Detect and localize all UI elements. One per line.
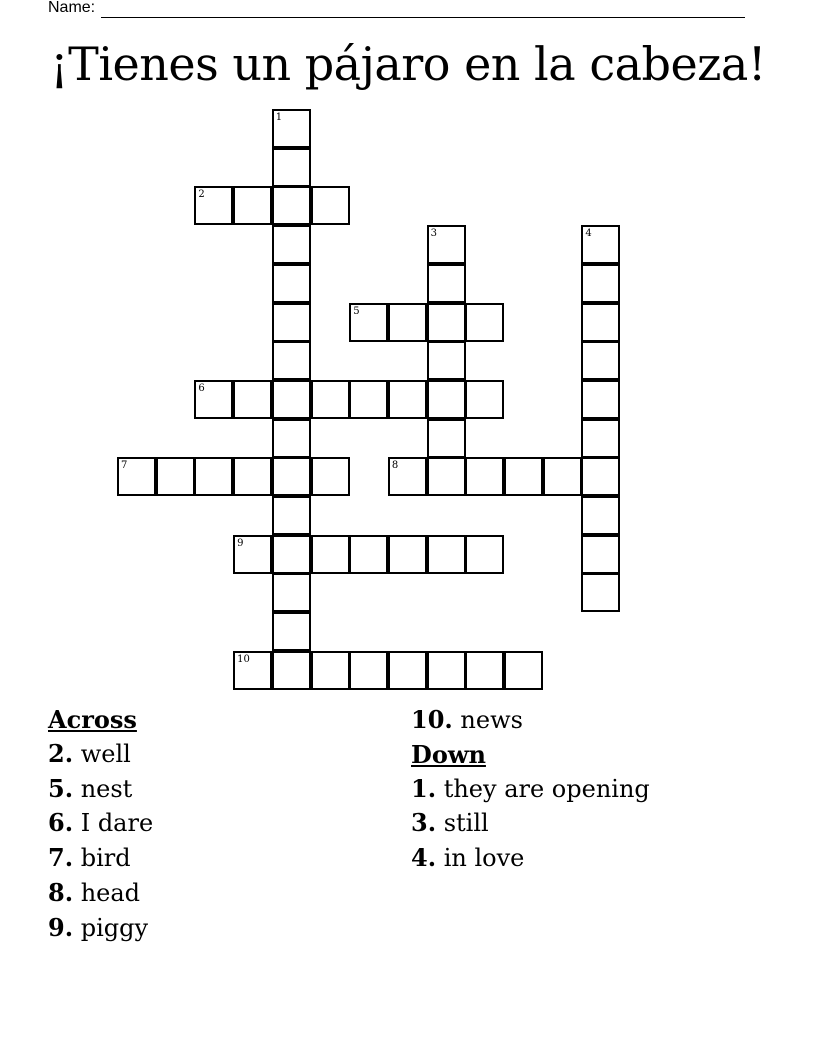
crossword-cell[interactable] xyxy=(272,341,311,380)
crossword-cell[interactable] xyxy=(427,535,466,574)
crossword-cell[interactable] xyxy=(349,535,388,574)
crossword-cell[interactable] xyxy=(581,225,620,264)
crossword-cell[interactable] xyxy=(272,148,311,187)
clue-number-label: 4 xyxy=(585,228,592,240)
clue-number: 4. xyxy=(411,843,437,873)
clue-text: well xyxy=(80,739,131,768)
crossword-cell[interactable] xyxy=(427,419,466,458)
crossword-cell[interactable] xyxy=(427,651,466,690)
crossword-cell[interactable] xyxy=(194,380,233,419)
crossword-cell[interactable] xyxy=(272,225,311,264)
crossword-cell[interactable] xyxy=(427,225,466,264)
crossword-cell[interactable] xyxy=(233,535,272,574)
clue-text: nest xyxy=(80,774,133,803)
clue-across-10 xyxy=(411,703,771,738)
crossword-cell[interactable] xyxy=(581,303,620,342)
crossword-cell[interactable] xyxy=(427,303,466,342)
clue-number-label: 6 xyxy=(198,382,205,394)
crossword-cell[interactable] xyxy=(465,535,504,574)
clue-number-label: 9 xyxy=(237,537,244,549)
crossword-cell[interactable] xyxy=(581,341,620,380)
clue-text: bird xyxy=(80,844,131,873)
crossword-cell[interactable] xyxy=(349,303,388,342)
crossword-cell[interactable] xyxy=(194,457,233,496)
crossword-cell[interactable] xyxy=(272,651,311,690)
clue-across-9 xyxy=(48,911,388,946)
clue-text: head xyxy=(80,878,141,907)
crossword-cell[interactable] xyxy=(504,651,543,690)
crossword-cell[interactable] xyxy=(272,573,311,612)
crossword-cell[interactable] xyxy=(581,573,620,612)
clue-text: news xyxy=(460,706,523,734)
crossword-cell[interactable] xyxy=(581,264,620,303)
crossword-cell[interactable] xyxy=(388,535,427,574)
crossword-cell[interactable] xyxy=(233,457,272,496)
clue-text: still xyxy=(443,809,489,838)
crossword-cell[interactable] xyxy=(272,419,311,458)
crossword-cell[interactable] xyxy=(581,457,620,496)
crossword-cell[interactable] xyxy=(156,457,195,496)
clue-number-label: 5 xyxy=(353,305,360,317)
crossword-cell[interactable] xyxy=(272,303,311,342)
crossword-cell[interactable] xyxy=(272,535,311,574)
crossword-cell[interactable] xyxy=(233,186,272,225)
clues-column-right xyxy=(411,703,771,876)
down-heading: Down xyxy=(411,739,486,769)
name-label: Name: xyxy=(48,0,96,16)
clue-across-7 xyxy=(48,841,388,876)
clue-number-label: 3 xyxy=(430,228,437,240)
crossword-cell[interactable] xyxy=(233,651,272,690)
clue-text: piggy xyxy=(80,913,149,942)
crossword-cell[interactable] xyxy=(311,651,350,690)
across-heading: Across xyxy=(48,705,137,734)
clue-text: they are opening xyxy=(443,774,650,803)
crossword-cell[interactable] xyxy=(388,457,427,496)
clue-across-6 xyxy=(48,806,388,841)
crossword-cell[interactable] xyxy=(311,535,350,574)
clue-number: 9. xyxy=(48,912,74,942)
crossword-cell[interactable] xyxy=(581,535,620,574)
clue-number-label: 8 xyxy=(391,460,399,472)
crossword-cell[interactable] xyxy=(311,457,350,496)
crossword-cell[interactable] xyxy=(272,380,311,419)
crossword-cell[interactable] xyxy=(427,457,466,496)
clues-column-left xyxy=(48,703,388,946)
crossword-cell[interactable] xyxy=(388,380,427,419)
crossword-cell[interactable] xyxy=(272,186,311,225)
crossword-cell[interactable] xyxy=(581,419,620,458)
crossword-cell[interactable] xyxy=(233,380,272,419)
clue-number-label: 7 xyxy=(121,460,128,472)
clue-number: 10. xyxy=(411,705,453,734)
clue-down-3 xyxy=(411,806,771,841)
crossword-cell[interactable] xyxy=(427,380,466,419)
crossword-cell[interactable] xyxy=(194,186,233,225)
clue-number: 8. xyxy=(48,877,74,907)
crossword-cell[interactable] xyxy=(504,457,543,496)
clue-across-2 xyxy=(48,737,388,772)
clue-number: 7. xyxy=(48,843,74,873)
crossword-cell[interactable] xyxy=(272,109,311,148)
crossword-cell[interactable] xyxy=(427,264,466,303)
page-title: ¡Tienes un pájaro en la cabeza! xyxy=(50,37,766,91)
crossword-cell[interactable] xyxy=(272,496,311,535)
clue-number-label: 2 xyxy=(198,189,205,201)
crossword-cell[interactable] xyxy=(311,186,350,225)
crossword-cell[interactable] xyxy=(581,380,620,419)
clue-text: in love xyxy=(443,844,525,873)
clue-number: 6. xyxy=(48,808,74,838)
crossword-cell[interactable] xyxy=(272,457,311,496)
clue-down-4 xyxy=(411,841,771,876)
clue-number-label: 1 xyxy=(275,112,283,123)
clue-across-8 xyxy=(48,876,388,911)
crossword-cell[interactable] xyxy=(465,651,504,690)
crossword-cell[interactable] xyxy=(465,303,504,342)
crossword-cell[interactable] xyxy=(465,457,504,496)
clue-number: 5. xyxy=(48,773,74,803)
crossword-cell[interactable] xyxy=(427,341,466,380)
crossword-cell[interactable] xyxy=(388,651,427,690)
crossword-cell[interactable] xyxy=(117,457,156,496)
clue-number: 2. xyxy=(48,738,74,768)
clue-text: I dare xyxy=(80,809,154,838)
crossword-cell[interactable] xyxy=(581,496,620,535)
clue-number: 3. xyxy=(411,808,437,838)
clue-across-5 xyxy=(48,772,388,807)
clue-number-label: 10 xyxy=(237,653,250,665)
crossword-cell[interactable] xyxy=(349,651,388,690)
crossword-cell[interactable] xyxy=(465,380,504,419)
crossword-cell[interactable] xyxy=(543,457,582,496)
crossword-cell[interactable] xyxy=(349,380,388,419)
clue-number: 1. xyxy=(411,773,437,803)
clue-down-1 xyxy=(411,772,771,807)
crossword-cell[interactable] xyxy=(272,264,311,303)
crossword-cell[interactable] xyxy=(272,612,311,651)
crossword-cell[interactable] xyxy=(388,303,427,342)
crossword-cell[interactable] xyxy=(311,380,350,419)
